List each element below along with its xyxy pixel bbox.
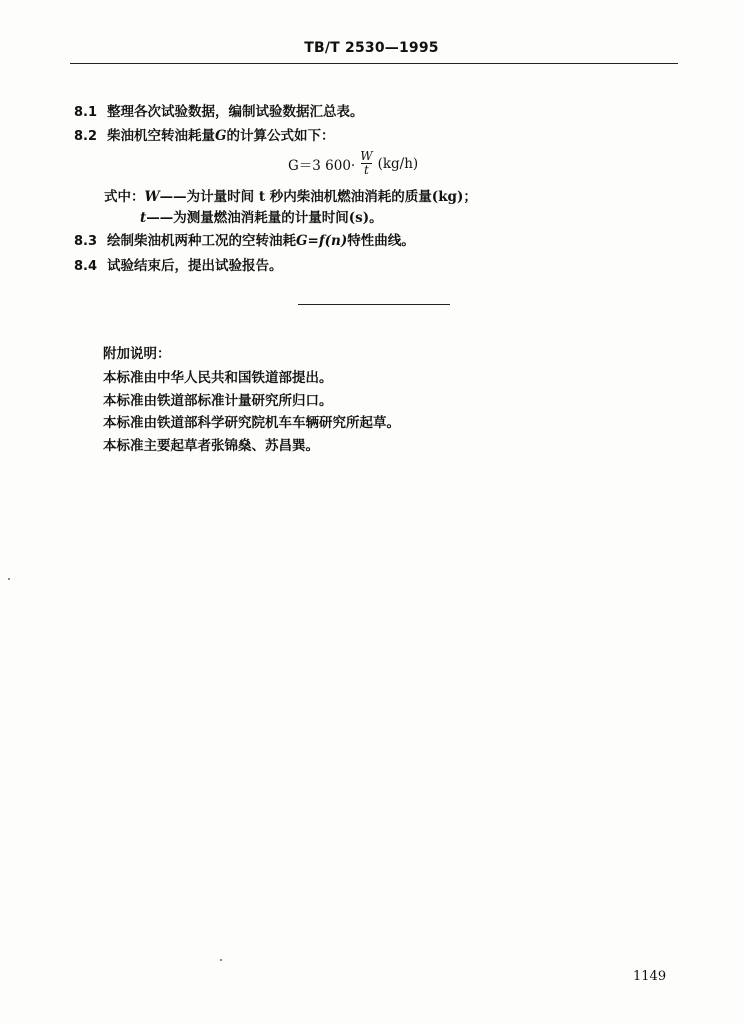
item-8-4: [74, 257, 283, 276]
item-number: 8.2: [74, 129, 98, 144]
formula-numerator: W: [360, 149, 373, 163]
item-formula: G=f(n): [296, 233, 348, 249]
scan-speck: [8, 578, 10, 580]
where-t-desc: ——为测量燃油消耗量的计量时间(s)。: [146, 210, 383, 226]
item-text-after: 的计算公式如下：: [226, 128, 335, 144]
item-8-2: [74, 127, 335, 146]
standard-code-header: TB/T 2530—1995: [304, 40, 439, 56]
header-rule: [70, 63, 678, 64]
where-t-symbol: t: [140, 210, 147, 226]
formula-denominator: t: [361, 163, 372, 177]
formula-fraction: [358, 150, 374, 177]
item-text-before: 柴油机空转油耗量: [107, 128, 215, 144]
item-text: 整理各次试验数据，编制试验数据汇总表。: [107, 104, 364, 120]
where-w-desc: ——为计量时间 t 秒内柴油机燃油消耗的质量(kg)；: [159, 189, 477, 205]
formula-unit: (kg/h): [377, 155, 419, 172]
where-w-symbol: W: [144, 189, 160, 205]
page-number: 1149: [633, 969, 667, 984]
scan-speck: [220, 959, 222, 961]
item-text: 试验结束后，提出试验报告。: [107, 258, 283, 274]
item-variable: G: [215, 128, 227, 144]
item-8-3: [74, 232, 415, 251]
fuel-consumption-formula: [288, 150, 418, 177]
notes-title: 附加说明：: [103, 346, 171, 362]
item-number: 8.1: [74, 105, 98, 120]
notes-line: 本标准由铁道部标准计量研究所归口。: [103, 393, 333, 409]
where-t-line: [140, 209, 383, 227]
notes-line: 本标准由铁道部科学研究院机车车辆研究所起草。: [103, 415, 400, 431]
where-prefix: 式中：: [104, 189, 145, 205]
where-w-line: [104, 188, 477, 206]
item-number: 8.4: [74, 259, 98, 274]
item-number: 8.3: [74, 234, 98, 249]
notes-line: 本标准主要起草者张锦燊、苏昌巽。: [103, 438, 319, 454]
item-text-after: 特性曲线。: [347, 233, 415, 249]
section-divider: [298, 304, 450, 305]
item-text-before: 绘制柴油机两种工况的空转油耗: [107, 233, 296, 249]
notes-line: 本标准由中华人民共和国铁道部提出。: [103, 370, 333, 386]
item-8-1: [74, 103, 364, 122]
formula-lhs: G＝3 600·: [288, 157, 356, 174]
